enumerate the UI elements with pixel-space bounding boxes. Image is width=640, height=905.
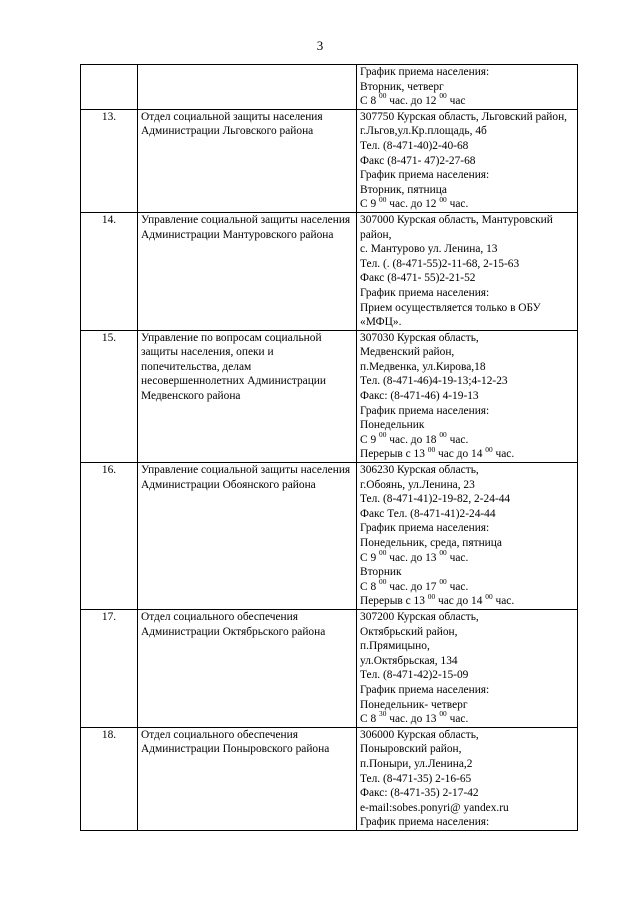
superscript-minutes: 00 [379,91,387,101]
contact-line: Прием осуществляется только в ОБУ [360,301,541,314]
row-number: 18. [81,727,138,830]
contact-line: Октябрьский район, [360,625,458,638]
row-number: 17. [81,609,138,727]
contact-line: e-mail:sobes.ponyri@ yandex.ru [360,801,509,814]
row-number: 16. [81,463,138,610]
superscript-minutes: 00 [485,591,493,601]
contact-line: 307200 Курская область, [360,610,479,623]
contact-line: График приема населения: [360,286,490,299]
table-row [81,109,578,212]
contact-line: Понедельник, среда, пятница [360,537,502,549]
contact-line: Перерыв с 13 $^{00}$ час до 14 $^{00}$ час. [360,591,515,608]
contact-line: С 9 $^{00}$ час. до 12 $^{00}$ час. [360,194,469,211]
contact-line: Вторник, пятница [360,183,447,196]
contact-line: п.Поныри, ул.Ленина,2 [360,757,473,770]
contact-line: График приема населения: [360,816,490,829]
table-body [81,65,578,831]
contact-line: Понедельник- четверг [360,698,468,711]
superscript-minutes: 00 [439,547,447,557]
contact-info [357,609,578,727]
contact-line: п.Медвенка, ул.Кирова,18 [360,360,486,373]
contact-line: Тел. (8-471-35) 2-16-65 [360,772,472,785]
superscript-minutes: 00 [439,576,447,586]
contact-line: Факс: (8-471-35) 2-17-42 [360,787,479,800]
table-row [81,330,578,462]
contact-line: График приема населения: [360,66,490,78]
department-name: Управление социальной защиты населения Администрации Мантуровского района [138,212,357,330]
contact-line: 307000 Курская область, Мантуровский [360,213,553,226]
superscript-minutes: 00 [439,194,447,204]
contact-line: График приема населения: [360,683,490,696]
contact-info [357,727,578,830]
contact-line: С 9 $^{00}$ час. до 18 $^{00}$ час. [360,430,469,446]
contact-line: С 8 $^{00}$ час. до 17 $^{00}$ час. [360,576,469,593]
table-row [81,609,578,727]
contact-line: С 8 $^{30}$ час. до 13 $^{00}$ час. [360,709,469,726]
row-number: 15. [81,330,138,462]
contact-line: График приема населения: [360,169,490,182]
department-name: Управление социальной защиты населения Администрации Обоянского района [138,463,357,610]
contact-line: Тел. (8-471-42)2-15-09 [360,669,469,682]
contact-line: График приема населения: [360,522,490,535]
contact-line: район, [360,228,392,241]
superscript-minutes: 00 [379,547,387,557]
contact-line: С 9 $^{00}$ час. до 13 $^{00}$ час. [360,547,469,564]
superscript-minutes: 00 [379,194,387,204]
contact-line: Тел. (. (8-471-55)2-11-68, 2-15-63 [360,257,520,270]
contact-line: Перерыв с 13 $^{00}$ час до 14 $^{00}$ час. [360,444,515,461]
contact-line: С 8 $^{00}$ час. до 12 $^{00}$ час [360,91,466,108]
department-name: Отдел социальной защиты населения Администрации Льговского района [138,109,357,212]
contact-line: «МФЦ». [360,316,402,329]
superscript-minutes: 00 [379,576,387,586]
contact-line: Факс: (8-471-46) 4-19-13 [360,390,479,403]
contact-info [357,65,578,110]
contact-line: Медвенский район, [360,346,455,359]
contacts-table [80,64,578,831]
contact-info [357,330,578,462]
table-row [81,463,578,610]
contact-line: Тел. (8-471-40)2-40-68 [360,139,469,152]
superscript-minutes: 00 [439,91,447,101]
contact-line: Поныровский район, [360,743,462,756]
department-name: Управление по вопросам социальной защиты населения, опеки и попечительства, делам несовершеннолетних Администрации Медвенского района [138,330,357,462]
contact-line: Понедельник [360,419,425,432]
superscript-minutes: 30 [379,709,387,719]
department-name [138,65,357,110]
row-number: 14. [81,212,138,330]
contact-line: Вторник [360,566,402,579]
page-number: 3 [316,38,324,53]
contact-line: г.Льгов,ул.Кр.площадь, 4б [360,125,487,138]
superscript-minutes: 00 [439,709,447,719]
contact-line: 307030 Курская область, [360,331,479,344]
contact-info [357,463,578,610]
table-row [81,212,578,330]
contact-line: График приема населения: [360,404,490,417]
contact-line: п.Прямицыно, [360,640,430,653]
department-name: Отдел социального обеспечения Администрации Поныровского района [138,727,357,830]
contact-line: Тел. (8-471-41)2-19-82, 2-24-44 [360,493,511,506]
table-row [81,65,578,110]
superscript-minutes: 00 [485,444,493,454]
contact-line: ул.Октябрьская, 134 [360,654,458,667]
contact-line: с. Мантурово ул. Ленина, 13 [360,243,498,256]
department-name: Отдел социального обеспечения Администрации Октябрьского района [138,609,357,727]
contact-line: 306230 Курская область, [360,464,479,477]
contact-line: г.Обоянь, ул.Ленина, 23 [360,478,475,491]
row-number [81,65,138,110]
superscript-minutes: 00 [439,430,447,440]
contact-line: 306000 Курская область, [360,728,479,741]
contact-info [357,109,578,212]
row-number: 13. [81,109,138,212]
superscript-minutes: 00 [427,591,436,601]
contact-line: Тел. (8-471-46)4-19-13;4-12-23 [360,375,508,388]
contact-line: Вторник, четверг [360,80,444,93]
contact-info [357,212,578,330]
superscript-minutes: 00 [427,444,436,454]
contact-line: Факс Тел. (8-471-41)2-24-44 [360,507,496,520]
contact-line: Факс (8-471- 55)2-21-52 [360,272,476,285]
contact-line: Факс (8-471- 47)2-27-68 [360,154,476,167]
superscript-minutes: 00 [379,430,387,440]
contact-line: 307750 Курская область, Льговский район, [360,110,568,123]
table-row [81,727,578,830]
